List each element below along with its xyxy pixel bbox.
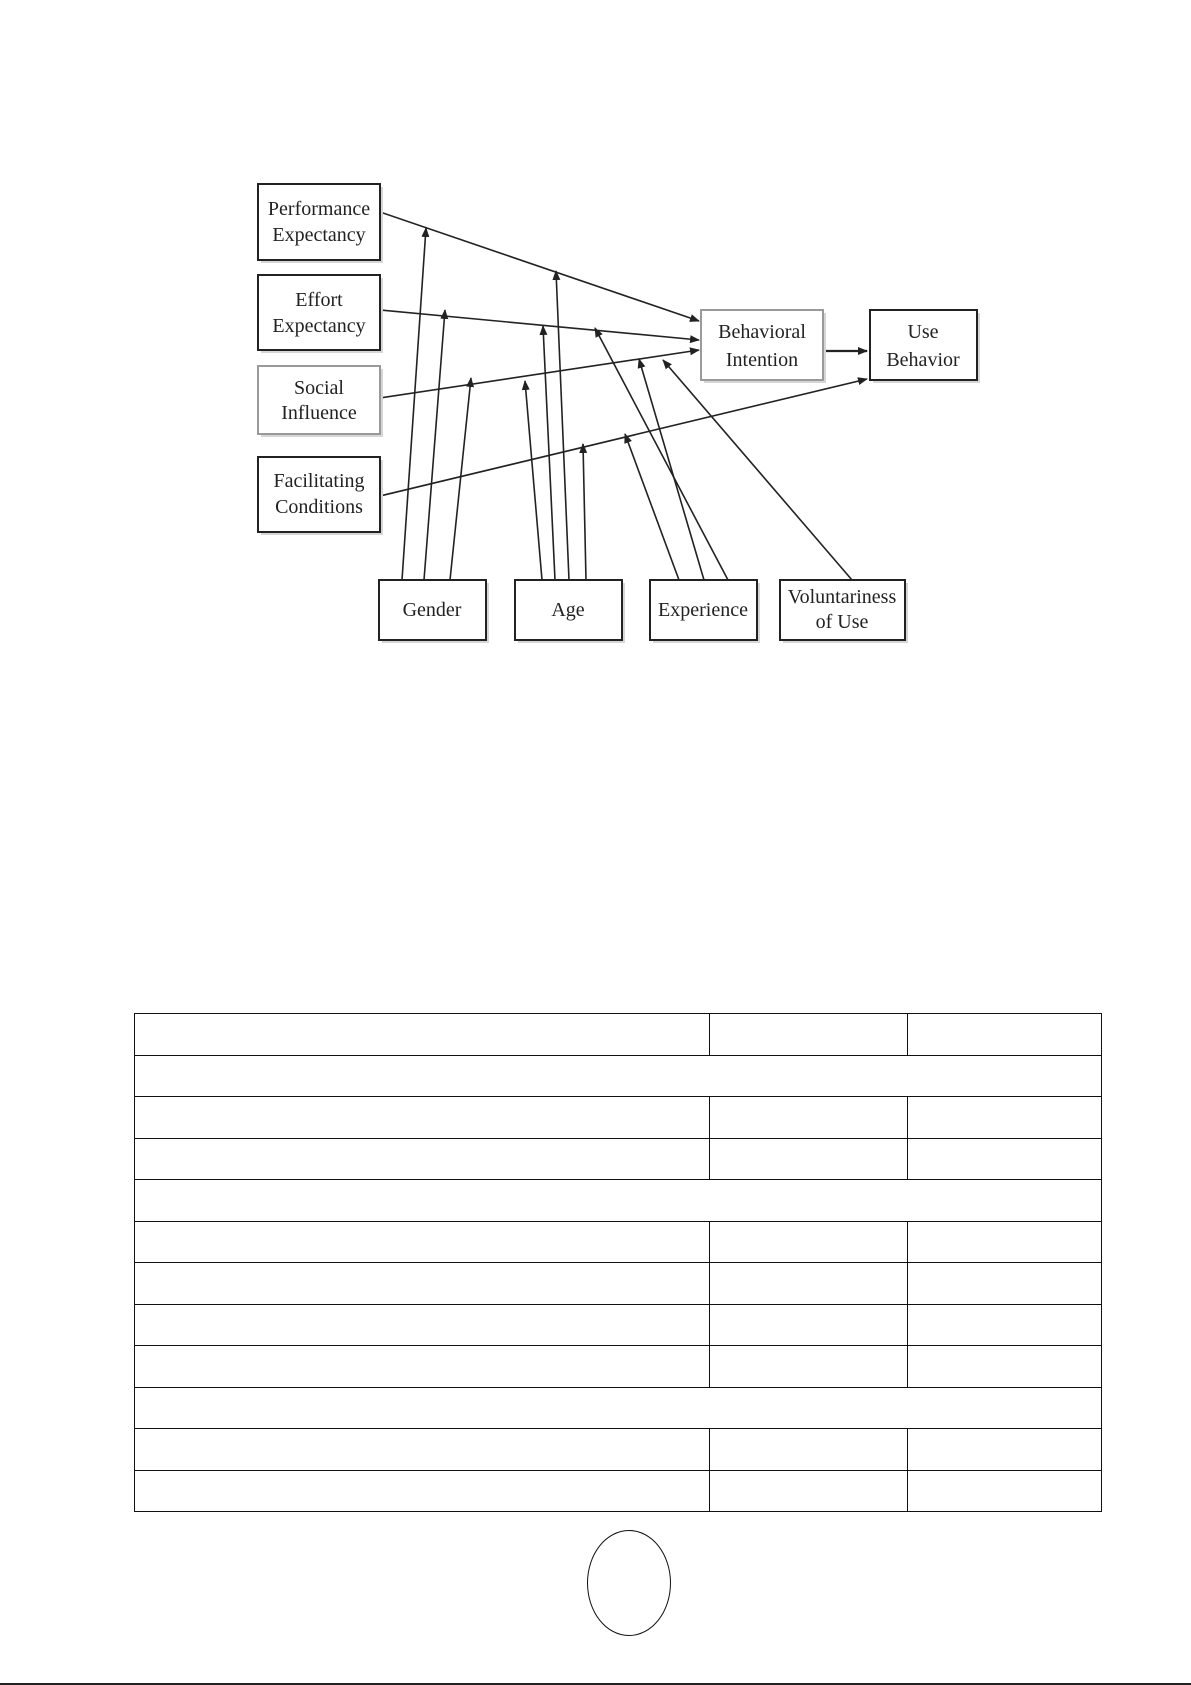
node-label: Performance xyxy=(267,198,371,220)
table-row xyxy=(135,1429,1102,1471)
table-body xyxy=(135,1014,1102,1512)
table-cell xyxy=(135,1346,710,1388)
table-cell xyxy=(908,1014,1102,1056)
node-voluntariness-of-use xyxy=(780,580,908,643)
node-behavioral-intention xyxy=(701,310,826,383)
table-cell xyxy=(908,1138,1102,1180)
table-cell xyxy=(135,1014,710,1056)
data-table xyxy=(134,1013,1102,1512)
node-gender xyxy=(379,580,489,643)
node-use-behavior xyxy=(870,310,980,383)
table-cell xyxy=(710,1263,908,1305)
table-section-cell xyxy=(135,1180,1102,1222)
node-social-influence xyxy=(258,366,383,437)
node-label: Intention xyxy=(725,349,799,371)
moderator-arrow-age-facilitating xyxy=(583,444,586,580)
table-cell xyxy=(908,1346,1102,1388)
table-cell xyxy=(710,1346,908,1388)
table-row xyxy=(135,1221,1102,1263)
edge-facilitating-to-use xyxy=(380,379,867,496)
moderator-arrow-experience-social xyxy=(639,359,704,580)
node-label: Conditions xyxy=(275,496,363,518)
table-row xyxy=(135,1263,1102,1305)
table-cell xyxy=(710,1429,908,1471)
table-cell xyxy=(135,1429,710,1471)
table-cell xyxy=(135,1221,710,1263)
moderator-arrow-voluntariness-social xyxy=(663,360,852,580)
edge-social-to-intention xyxy=(380,350,699,398)
utaut-diagram xyxy=(0,0,1191,700)
table-cell xyxy=(710,1138,908,1180)
table-section-cell xyxy=(135,1387,1102,1429)
page-number-circle xyxy=(587,1530,671,1636)
table-section-row xyxy=(135,1180,1102,1222)
table-cell xyxy=(908,1470,1102,1512)
moderator-arrows xyxy=(402,228,852,580)
table-cell xyxy=(710,1304,908,1346)
table-section-cell xyxy=(135,1055,1102,1097)
table-cell xyxy=(908,1097,1102,1139)
node-label: Influence xyxy=(281,402,357,424)
moderator-arrow-age-social xyxy=(525,381,542,580)
table-row xyxy=(135,1138,1102,1180)
node-label: Facilitating xyxy=(273,470,365,492)
table-cell xyxy=(135,1097,710,1139)
table-cell xyxy=(135,1304,710,1346)
table-cell xyxy=(908,1221,1102,1263)
node-label: Use xyxy=(907,321,939,343)
node-label: Behavioral xyxy=(718,321,806,343)
moderator-arrow-gender-effort xyxy=(424,310,445,580)
table-cell xyxy=(908,1304,1102,1346)
edge-performance-to-intention xyxy=(380,212,699,321)
table-cell xyxy=(710,1014,908,1056)
node-label: Age xyxy=(551,599,585,621)
table-section-row xyxy=(135,1055,1102,1097)
moderator-arrow-age-effort xyxy=(543,326,555,580)
table-cell xyxy=(710,1097,908,1139)
node-label: Effort xyxy=(295,289,343,311)
node-label: of Use xyxy=(815,611,869,633)
moderator-arrow-gender-performance xyxy=(402,228,426,580)
moderator-arrow-experience-facilitating xyxy=(625,434,679,580)
table-cell xyxy=(908,1429,1102,1471)
node-label: Behavior xyxy=(886,349,960,371)
node-performance-expectancy xyxy=(258,184,383,263)
node-label: Social xyxy=(294,377,344,399)
table-cell xyxy=(135,1138,710,1180)
node-effort-expectancy xyxy=(258,275,383,353)
table-cell xyxy=(135,1263,710,1305)
table-section-row xyxy=(135,1387,1102,1429)
edge-effort-to-intention xyxy=(380,310,699,340)
node-age xyxy=(515,580,625,643)
node-label: Expectancy xyxy=(272,315,366,337)
table-cell xyxy=(710,1470,908,1512)
node-facilitating-conditions xyxy=(258,457,383,535)
node-label: Expectancy xyxy=(272,224,366,246)
node-label: Voluntariness xyxy=(787,586,897,608)
table-row xyxy=(135,1014,1102,1056)
node-label: Experience xyxy=(658,599,748,621)
moderator-arrow-age-performance xyxy=(556,271,569,580)
table-row xyxy=(135,1346,1102,1388)
node-label: Gender xyxy=(402,599,462,621)
table-cell xyxy=(710,1221,908,1263)
table-row xyxy=(135,1470,1102,1512)
table-row xyxy=(135,1304,1102,1346)
table-cell xyxy=(135,1470,710,1512)
node-experience xyxy=(650,580,760,643)
table-cell xyxy=(908,1263,1102,1305)
table-row xyxy=(135,1097,1102,1139)
